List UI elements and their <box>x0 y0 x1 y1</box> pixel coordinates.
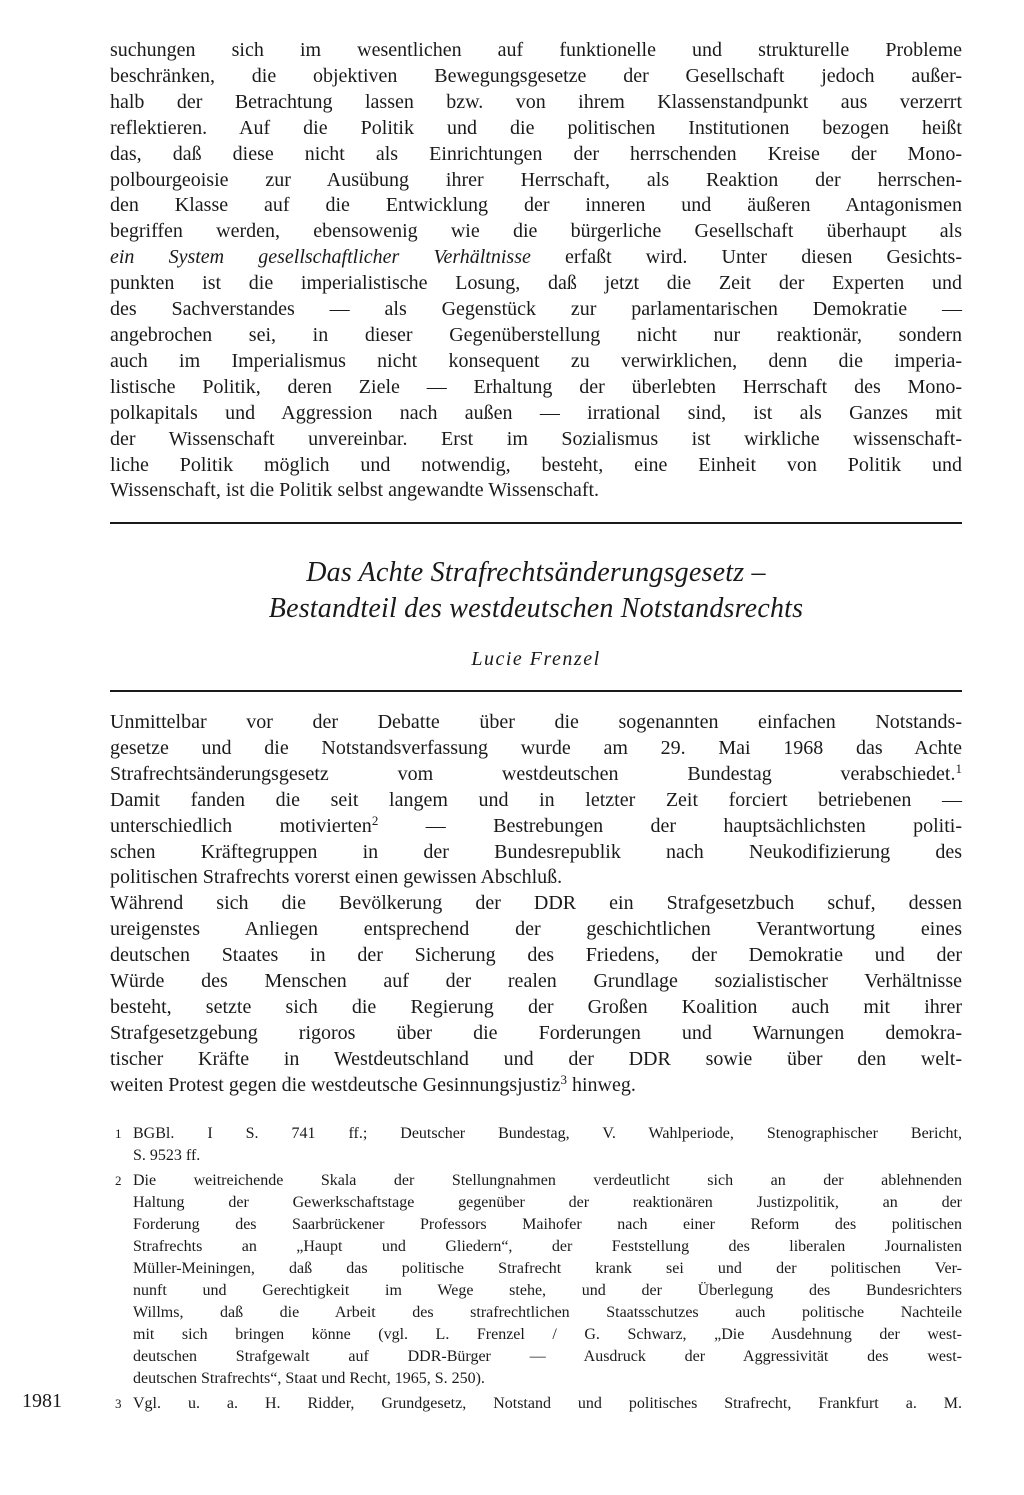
footnote-number: 3 <box>115 1396 122 1411</box>
text-line <box>110 1073 962 1099</box>
footnote-line: Vgl. u. a. H. Ridder, Grundgesetz, Notstand und politisches Strafrecht, Frankfurt a. M. <box>133 1395 962 1412</box>
text-line: Damit fanden die seit langem und in letzter Zeit forciert betriebenen — <box>110 788 962 811</box>
text-line: Unmittelbar vor der Debatte über die sogenannten einfachen Notstands- <box>110 711 962 733</box>
footnote-line: mit sich bringen könne (vgl. L. Frenzel / G. Schwarz, „Die Ausdehnung der west- <box>133 1326 962 1343</box>
footnote-line: S. 9523 ff. <box>133 1147 201 1164</box>
text-line: Während sich die Bevölkerung der DDR ein Strafgesetzbuch schuf, dessen <box>110 892 962 915</box>
footnote-reference-3: 3 <box>560 1071 567 1087</box>
text-line: besteht, setzte sich die Regierung der Großen Koalition auch mit ihrer <box>110 995 962 1018</box>
text-fragment: unterschiedlich motivierten <box>110 814 372 837</box>
footnote-number: 2 <box>115 1173 122 1188</box>
footnote-body <box>133 1170 962 1390</box>
text-line: halb der Betrachtung lassen bzw. von ihrem Klassenstandpunkt aus verzerrt <box>110 90 962 113</box>
footnote-line: Haltung der Gewerkschaftstage gegenüber der reaktionären Justizpolitik, an der <box>133 1194 962 1211</box>
text-line: polbourgeoisie zur Ausübung ihrer Herrschaft, als Reaktion der herrschen- <box>110 168 962 191</box>
text-line <box>110 762 962 788</box>
text-line: Wissenschaft, ist die Politik selbst angewandte Wissenschaft. <box>110 479 600 502</box>
article-title-line-2: Bestandteil des westdeutschen Notstandsrechts <box>268 593 804 624</box>
text-fragment: Strafrechtsänderungsgesetz vom westdeutschen Bundestag verabschiedet. <box>110 762 956 785</box>
text-fragment: hinweg. <box>566 1073 636 1096</box>
footnote-line: BGBl. I S. 741 ff.; Deutscher Bundestag, V. Wahlperiode, Stenographischer Bericht, <box>133 1125 962 1142</box>
page-number: 1981 <box>22 1390 62 1412</box>
text-line: suchungen sich im wesentlichen auf funktionelle und strukturelle Probleme <box>110 39 962 61</box>
text-line: deutschen Staates in der Sicherung des Friedens, der Demokratie und der <box>110 944 962 967</box>
text-line: punkten ist die imperialistische Losung, daß jetzt die Zeit der Experten und <box>110 272 962 295</box>
text-line: Würde des Menschen auf der realen Grundlage sozialistischer Verhältnisse <box>110 970 962 993</box>
footnote-line: Strafrechts an „Haupt und Gliedern“, der Feststellung des liberalen Journalisten <box>133 1238 962 1255</box>
text-line: angebrochen sei, in dieser Gegenüberstellung nicht nur reaktionär, sondern <box>110 323 962 346</box>
footnote-body <box>133 1393 962 1415</box>
text-line-italic-emphasis <box>110 245 962 271</box>
text-line: begriffen werden, ebensowenig wie die bürgerliche Gesellschaft überhaupt als <box>110 220 962 243</box>
footnote-line: deutschen Strafgewalt auf DDR-Bürger — Ausdruck der Aggressivität des west- <box>133 1348 962 1365</box>
text-line: reflektieren. Auf die Politik und die politischen Institutionen bezogen heißt <box>110 116 962 139</box>
text-line: des Sachverstandes — als Gegenstück zur parlamentarischen Demokratie — <box>110 298 962 321</box>
article-title-line-1: Das Achte Strafrechtsänderungsgesetz – <box>306 557 766 588</box>
text-line: gesetze und die Notstandsverfassung wurde am 29. Mai 1968 das Achte <box>110 736 962 759</box>
footnote-2 <box>115 1170 962 1390</box>
body-paragraph-2 <box>110 891 962 1098</box>
footnote-number: 1 <box>115 1126 122 1141</box>
footnote-3 <box>115 1393 962 1415</box>
text-line: politischen Strafrechts vorerst einen gewissen Abschluß. <box>110 866 563 889</box>
continuation-text <box>110 38 962 504</box>
text-fragment: — Bestrebungen der hauptsächlichsten politi- <box>378 814 963 837</box>
text-line: ureigenstes Anliegen entsprechend der geschichtlichen Verantwortung eines <box>110 918 962 941</box>
footnote-reference-2: 2 <box>371 812 379 828</box>
emphasis-text: ein System gesellschaftlicher Verhältnisse <box>110 246 531 269</box>
article-title <box>110 555 962 627</box>
text-line: der Wissenschaft unvereinbar. Erst im Sozialismus ist wirkliche wissenschaft- <box>110 427 962 450</box>
text-fragment: weiten Protest gegen die westdeutsche Gesinnungsjustiz <box>110 1073 561 1096</box>
section-divider-bottom <box>110 690 962 692</box>
text-line: Strafgesetzgebung rigoros über die Forderungen und Warnungen demokra- <box>110 1021 962 1044</box>
article-body <box>110 710 962 1099</box>
text-line: listische Politik, deren Ziele — Erhaltung der überlebten Herrschaft des Mono- <box>110 375 962 398</box>
text-line <box>110 814 962 840</box>
footnote-1 <box>115 1123 962 1167</box>
text-line: tischer Kräfte in Westdeutschland und der DDR sowie über den welt- <box>110 1047 962 1070</box>
continuation-paragraph <box>110 38 962 504</box>
footnote-reference-1: 1 <box>955 760 962 776</box>
text-line: den Klasse auf die Entwicklung der inneren und äußeren Antagonismen <box>110 194 962 217</box>
footnote-line: deutschen Strafrechts“, Staat und Recht, 1965, S. 250). <box>133 1370 485 1387</box>
footnote-line: Forderung des Saarbrückener Professors Maihofer nach einer Reform des politischen <box>133 1216 962 1233</box>
text-line: beschränken, die objektiven Bewegungsgesetze der Gesellschaft jedoch außer- <box>110 64 962 87</box>
footnote-line: Müller-Meiningen, daß das politische Strafrecht krank sei und der politischen Ver- <box>133 1260 962 1277</box>
body-paragraph-1 <box>110 710 962 891</box>
footnote-line: Die weitreichende Skala der Stellungnahmen verdeutlicht sich an der ablehnenden <box>133 1172 962 1189</box>
text-line: schen Kräftegruppen in der Bundesrepublik nach Neukodifizierung des <box>110 840 962 863</box>
text-line: auch im Imperialismus nicht konsequent zu verwirklichen, denn die imperia- <box>110 349 962 372</box>
text-line: polkapitals und Aggression nach außen — irrational sind, ist als Ganzes mit <box>110 401 962 424</box>
section-divider-top <box>110 522 962 524</box>
article-author: Lucie Frenzel <box>471 648 601 670</box>
text-line: liche Politik möglich und notwendig, besteht, eine Einheit von Politik und <box>110 453 962 476</box>
footnote-line: Willms, daß die Arbeit des strafrechtlichen Staatsschutzes auch politische Nachteile <box>133 1304 962 1321</box>
text-fragment: erfaßt wird. Unter diesen Gesichts- <box>530 246 962 269</box>
footnote-body <box>133 1123 962 1167</box>
text-line: das, daß diese nicht als Einrichtungen der herrschenden Kreise der Mono- <box>110 142 962 165</box>
footnote-line: nunft und Gerechtigkeit im Wege stehe, und der Überlegung des Bundesrichters <box>133 1282 962 1299</box>
